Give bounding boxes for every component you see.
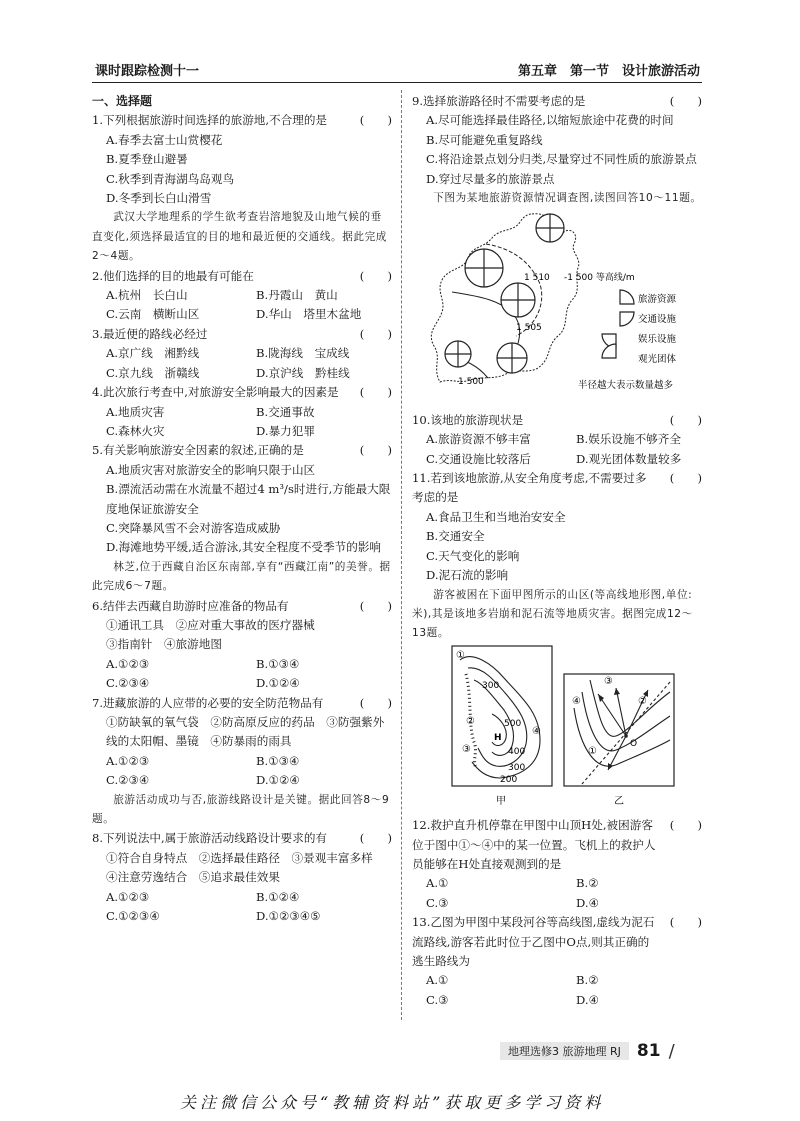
map-frame-yi bbox=[564, 674, 674, 786]
question-11 bbox=[412, 469, 702, 508]
question-stem: 10.该地的旅游现状是 bbox=[412, 412, 524, 427]
option: C.天气变化的影响 bbox=[426, 548, 520, 563]
options-grid bbox=[412, 874, 702, 913]
passage: 游客被困在下面甲图所示的山区(等高线地形图,单位:米),其是该地多岩崩和泥石流等地质灾害。据图完成12～13题。 bbox=[412, 588, 693, 640]
map-caption: 甲 bbox=[496, 795, 506, 807]
route-label: ④ bbox=[572, 695, 581, 707]
option: D.京沪线 黔桂线 bbox=[256, 365, 350, 380]
option: A.①②③ bbox=[106, 889, 150, 904]
legend-quadrant-icon bbox=[620, 290, 634, 304]
option: B.娱乐设施不够齐全 bbox=[576, 432, 681, 447]
answer-blank: ( ) bbox=[359, 268, 392, 283]
options-grid bbox=[92, 655, 392, 694]
question-stem: 9.选择旅游路径时不需要考虑的是 bbox=[412, 94, 586, 108]
header-chapter: 第五章 第一节 设计旅游活动 bbox=[517, 64, 700, 79]
option: C.③ bbox=[426, 992, 449, 1007]
option: A.旅游资源不够丰富 bbox=[426, 432, 531, 447]
contour-label: 1 500 bbox=[458, 377, 484, 388]
origin-label: O bbox=[630, 738, 638, 749]
footer-slash: / bbox=[668, 1040, 675, 1062]
header-rule bbox=[92, 82, 702, 83]
option: B.陇海线 宝成线 bbox=[256, 346, 350, 361]
options-grid bbox=[92, 752, 392, 791]
option: A.春季去富士山赏樱花 bbox=[106, 132, 223, 147]
item-list: ①符合自身特点 ②选择最佳路径 ③景观丰富多样 ④注意劳逸结合 ⑤追求最佳效果 bbox=[106, 850, 385, 885]
point-label: ② bbox=[466, 715, 475, 727]
header-title: 课时跟踪检测十一 bbox=[95, 64, 200, 79]
answer-blank: ( ) bbox=[359, 113, 392, 128]
legend-note: 半径越大表示数量越多 bbox=[578, 380, 674, 392]
option: C.将沿途景点划分归类,尽量穿过不同性质的旅游景点 bbox=[426, 152, 697, 167]
option: B.①③④ bbox=[256, 656, 300, 671]
question-4 bbox=[92, 383, 392, 402]
option: D.④ bbox=[576, 895, 599, 910]
option: D.①②④ bbox=[256, 773, 300, 788]
point-label: ③ bbox=[462, 743, 471, 755]
option: C.①②③④ bbox=[106, 909, 160, 924]
passage: 武汉大学地理系的学生欲考查岩溶地貌及山地气候的垂直变化,须选择最适宜的目的地和最近便的交通线。据此完成2～4题。 bbox=[92, 211, 388, 263]
right-column bbox=[412, 92, 702, 1010]
symbol-cluster bbox=[501, 283, 535, 317]
option: C.森林火灾 bbox=[106, 423, 165, 438]
answer-blank: ( ) bbox=[669, 412, 702, 427]
question-stem: 7.进藏旅游的人应带的必要的安全防范物品有 bbox=[92, 695, 324, 710]
legend-label: 交通设施 bbox=[638, 314, 677, 326]
contour-label: 1 505 bbox=[516, 323, 542, 334]
question-stem: 3.最近便的路线必经过 bbox=[92, 326, 208, 341]
question-8 bbox=[92, 829, 392, 848]
question-3 bbox=[92, 325, 392, 344]
page-footer bbox=[500, 1042, 675, 1060]
question-stem: 1.下列根据旅游时间选择的旅游地,不合理的是 bbox=[92, 113, 328, 128]
passage: 下图为某地旅游资源情况调查图,读图回答10～11题。 bbox=[433, 192, 702, 205]
contour-maps bbox=[412, 644, 702, 810]
symbol-cluster bbox=[445, 341, 471, 367]
item-list: ①通讯工具 ②应对重大事故的医疗器械 bbox=[106, 617, 315, 632]
question-6 bbox=[92, 597, 392, 616]
option: C.京九线 浙赣线 bbox=[106, 365, 200, 380]
question-5 bbox=[92, 441, 392, 460]
answer-blank: ( ) bbox=[669, 915, 702, 930]
answer-blank: ( ) bbox=[669, 471, 702, 486]
contour-label: 1 510 bbox=[524, 273, 550, 284]
option: C.秋季到青海湖鸟岛观鸟 bbox=[106, 171, 235, 186]
contour-legend: -1 500 等高线/m bbox=[564, 273, 635, 284]
page-number: 81 bbox=[636, 1041, 661, 1061]
answer-blank: ( ) bbox=[359, 598, 392, 613]
option: A.尽可能选择最佳路径,以缩短旅途中花费的时间 bbox=[426, 113, 674, 128]
option: A.①②③ bbox=[106, 656, 150, 671]
legend-quadrant-icon bbox=[602, 344, 616, 358]
options-grid bbox=[92, 403, 392, 442]
option: D.泥石流的影响 bbox=[426, 568, 509, 583]
options-grid bbox=[92, 888, 392, 927]
origin-point bbox=[624, 734, 628, 738]
answer-blank: ( ) bbox=[669, 818, 702, 833]
option: D.暴力犯罪 bbox=[256, 423, 315, 438]
option: A.杭州 长白山 bbox=[106, 288, 188, 303]
passage: 林芝,位于西藏自治区东南部,享有“西藏江南”的美誉。据此完成6～7题。 bbox=[92, 560, 391, 593]
option: B.漂流活动需在水流量不超过4 m³/s时进行,方能最大限度地保证旅游安全 bbox=[106, 482, 391, 516]
item-list: ①防缺氧的氧气袋 ②防高原反应的药品 ③防强紫外线的太阳帽、墨镜 ④防暴雨的雨具 bbox=[106, 715, 385, 749]
option: C.交通设施比较落后 bbox=[426, 451, 531, 466]
legend-label: 观光团体 bbox=[638, 354, 677, 366]
question-12 bbox=[412, 816, 702, 874]
option: D.海滩地势平缓,适合游泳,其安全程度不受季节的影响 bbox=[106, 540, 382, 555]
answer-blank: ( ) bbox=[359, 831, 392, 846]
symbol-cluster bbox=[536, 214, 564, 242]
option: D.冬季到长白山滑雪 bbox=[106, 191, 212, 206]
map-caption: 乙 bbox=[614, 795, 624, 807]
item-list: ③指南针 ④旅游地图 bbox=[106, 637, 222, 652]
option: A.食品卫生和当地治安安全 bbox=[426, 509, 566, 524]
options-grid bbox=[412, 430, 702, 469]
question-stem: 2.他们选择的目的地最有可能在 bbox=[92, 268, 254, 283]
question-13 bbox=[412, 913, 702, 971]
answer-blank: ( ) bbox=[669, 94, 702, 108]
option: C.②③④ bbox=[106, 773, 150, 788]
option: B.② bbox=[576, 973, 599, 988]
option: D.④ bbox=[576, 992, 599, 1007]
options-grid bbox=[92, 344, 392, 383]
question-2 bbox=[92, 267, 392, 286]
option: C.②③④ bbox=[106, 676, 150, 691]
option: C.③ bbox=[426, 895, 449, 910]
option: D.穿过尽量多的旅游景点 bbox=[426, 171, 555, 186]
option: D.①②④ bbox=[256, 676, 300, 691]
route-label: ① bbox=[588, 745, 597, 757]
answer-blank: ( ) bbox=[359, 695, 392, 710]
option: A.① bbox=[426, 973, 449, 988]
book-title: 地理选修3 旅游地理 RJ bbox=[500, 1042, 629, 1060]
question-stem: 13.乙图为甲图中某段河谷等高线图,虚线为泥石流路线,游客若此时位于乙图中O点,则其正确的逃生路线为 bbox=[412, 915, 655, 968]
option: B.② bbox=[576, 876, 599, 891]
question-7 bbox=[92, 694, 392, 713]
legend-label: 娱乐设施 bbox=[638, 334, 677, 346]
option: D.①②③④⑤ bbox=[256, 909, 321, 924]
question-10 bbox=[412, 411, 702, 430]
option: D.华山 塔里木盆地 bbox=[256, 307, 362, 322]
option: A.地质灾害 bbox=[106, 404, 165, 419]
option: A.①②③ bbox=[106, 753, 150, 768]
option: A.地质灾害对旅游安全的影响只限于山区 bbox=[106, 462, 316, 477]
option: D.观光团体数量较多 bbox=[576, 451, 682, 466]
question-stem: 11.若到该地旅游,从安全角度考虑,不需要过多考虑的是 bbox=[412, 471, 647, 505]
question-stem: 5.有关影响旅游安全因素的叙述,正确的是 bbox=[92, 443, 304, 458]
option: C.云南 横断山区 bbox=[106, 307, 200, 322]
contour-label: 300 bbox=[508, 762, 526, 773]
answer-blank: ( ) bbox=[359, 385, 392, 400]
column-divider bbox=[401, 90, 402, 1020]
option: B.①③④ bbox=[256, 753, 300, 768]
answer-blank: ( ) bbox=[359, 326, 392, 341]
contour-label: 200 bbox=[500, 774, 518, 785]
option: A.① bbox=[426, 876, 449, 891]
question-stem: 6.结伴去西藏自助游时应准备的物品有 bbox=[92, 598, 289, 613]
question-9 bbox=[412, 92, 702, 111]
contour-label: 400 bbox=[508, 746, 526, 757]
section-title: 一、选择题 bbox=[92, 94, 153, 108]
tourism-survey-map bbox=[412, 208, 702, 404]
answer-blank: ( ) bbox=[359, 443, 392, 458]
option: B.丹霞山 黄山 bbox=[256, 288, 338, 303]
symbol-cluster bbox=[497, 343, 527, 373]
symbol-cluster bbox=[465, 249, 503, 287]
options-grid bbox=[412, 971, 702, 1010]
option: B.夏季登山避暑 bbox=[106, 152, 188, 167]
option: B.交通事故 bbox=[256, 404, 315, 419]
option: B.尽可能避免重复路线 bbox=[426, 132, 543, 147]
question-stem: 8.下列说法中,属于旅游活动线路设计要求的有 bbox=[92, 831, 328, 846]
legend-quadrant-icon bbox=[620, 312, 634, 326]
options-grid bbox=[92, 286, 392, 325]
point-label: ④ bbox=[532, 725, 541, 737]
question-1 bbox=[92, 111, 392, 130]
point-label: ① bbox=[456, 649, 465, 661]
option: A.京广线 湘黔线 bbox=[106, 346, 200, 361]
legend-label: 旅游资源 bbox=[638, 294, 677, 306]
contour-label: 300 bbox=[482, 680, 500, 691]
route-label: ② bbox=[638, 695, 647, 707]
route-label: ③ bbox=[604, 675, 613, 687]
question-stem: 4.此次旅行考查中,对旅游安全影响最大的因素是 bbox=[92, 385, 339, 400]
option: B.①②④ bbox=[256, 889, 300, 904]
contour-label: 500 bbox=[504, 718, 522, 729]
question-stem: 12.救护直升机停靠在甲图中山顶H处,被困游客位于图中①～④中的某一位置。飞机上的救护人员能够在H处直接观测到的是 bbox=[412, 818, 656, 871]
passage: 旅游活动成功与否,旅游线路设计是关键。据此回答8～9题。 bbox=[92, 793, 390, 826]
option: B.交通安全 bbox=[426, 529, 485, 544]
handwritten-note: 关注微信公众号“教辅资料站”获取更多学习资料 bbox=[180, 1093, 605, 1112]
option: C.突降暴风雪不会对游客造成威胁 bbox=[106, 520, 281, 535]
peak-label: H bbox=[494, 732, 502, 743]
left-column bbox=[92, 92, 392, 926]
